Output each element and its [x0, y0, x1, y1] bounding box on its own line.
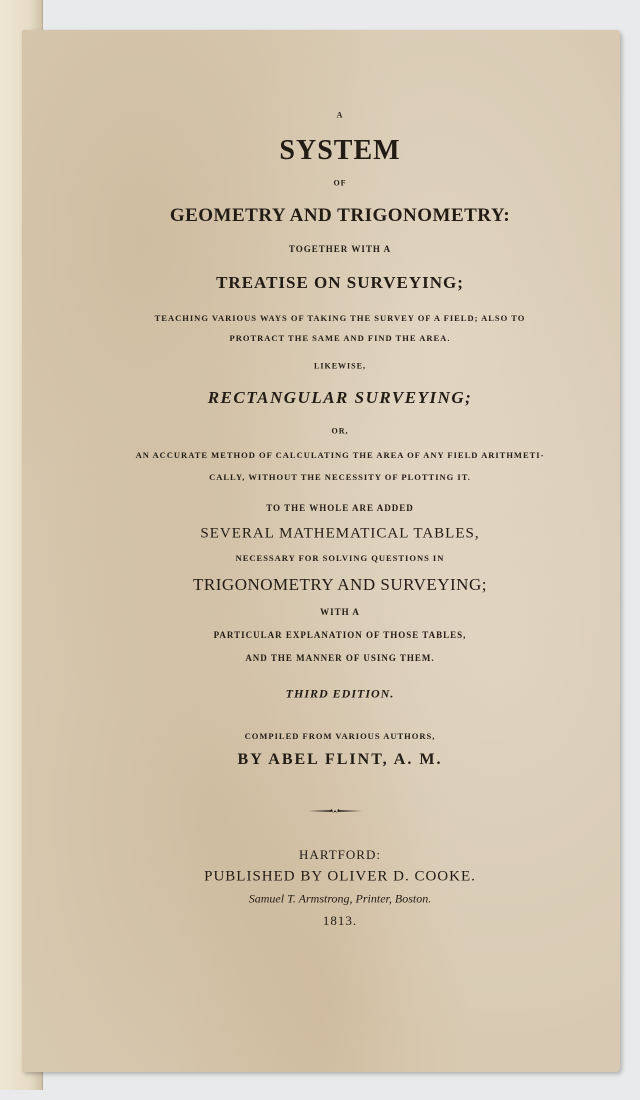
- compiled-line: COMPILED FROM VARIOUS AUTHORS,: [244, 731, 436, 741]
- trig-surveying-line: TRIGONOMETRY AND SURVEYING;: [193, 575, 487, 594]
- year-line: 1813.: [322, 913, 358, 928]
- manner-line: AND THE MANNER OF USING THEM.: [245, 653, 435, 663]
- place-line: HARTFORD:: [299, 847, 381, 862]
- necessary-line: NECESSARY FOR SOLVING QUESTIONS IN: [235, 553, 445, 563]
- title-subject: GEOMETRY AND TRIGONOMETRY:: [169, 205, 511, 226]
- treatise-line: TREATISE ON SURVEYING;: [216, 273, 464, 292]
- publisher-line: PUBLISHED BY OLIVER D. COOKE.: [204, 868, 476, 885]
- title-main: SYSTEM: [279, 135, 401, 166]
- or-line: OR,: [331, 426, 349, 436]
- title-of: OF: [333, 178, 347, 188]
- accurate-line-2: CALLY, WITHOUT THE NECESSITY OF PLOTTING IT.: [209, 472, 471, 482]
- tables-line: SEVERAL MATHEMATICAL TABLES,: [200, 525, 480, 542]
- ornament-rule-icon: [308, 809, 362, 813]
- teaching-line-2: PROTRACT THE SAME AND FIND THE AREA.: [229, 333, 451, 343]
- printer-line: Samuel T. Armstrong, Printer, Boston.: [248, 891, 432, 906]
- title-article: A: [336, 110, 344, 120]
- accurate-line-1: AN ACCURATE METHOD OF CALCULATING THE AREA OF ANY FIELD ARITHMETI-: [135, 450, 545, 460]
- whole-line: TO THE WHOLE ARE ADDED: [266, 503, 414, 513]
- together-line: TOGETHER WITH A: [288, 244, 392, 254]
- with-a-line: WITH A: [320, 607, 360, 617]
- particular-line: PARTICULAR EXPLANATION OF THOSE TABLES,: [213, 630, 467, 640]
- likewise-line: LIKEWISE,: [314, 361, 366, 371]
- edition-line: THIRD EDITION.: [285, 686, 395, 701]
- author-line: BY ABEL FLINT, A. M.: [237, 751, 443, 768]
- teaching-line-1: TEACHING VARIOUS WAYS OF TAKING THE SURVEY OF A FIELD; ALSO TO: [154, 313, 526, 323]
- rectangular-line: RECTANGULAR SURVEYING;: [207, 388, 473, 407]
